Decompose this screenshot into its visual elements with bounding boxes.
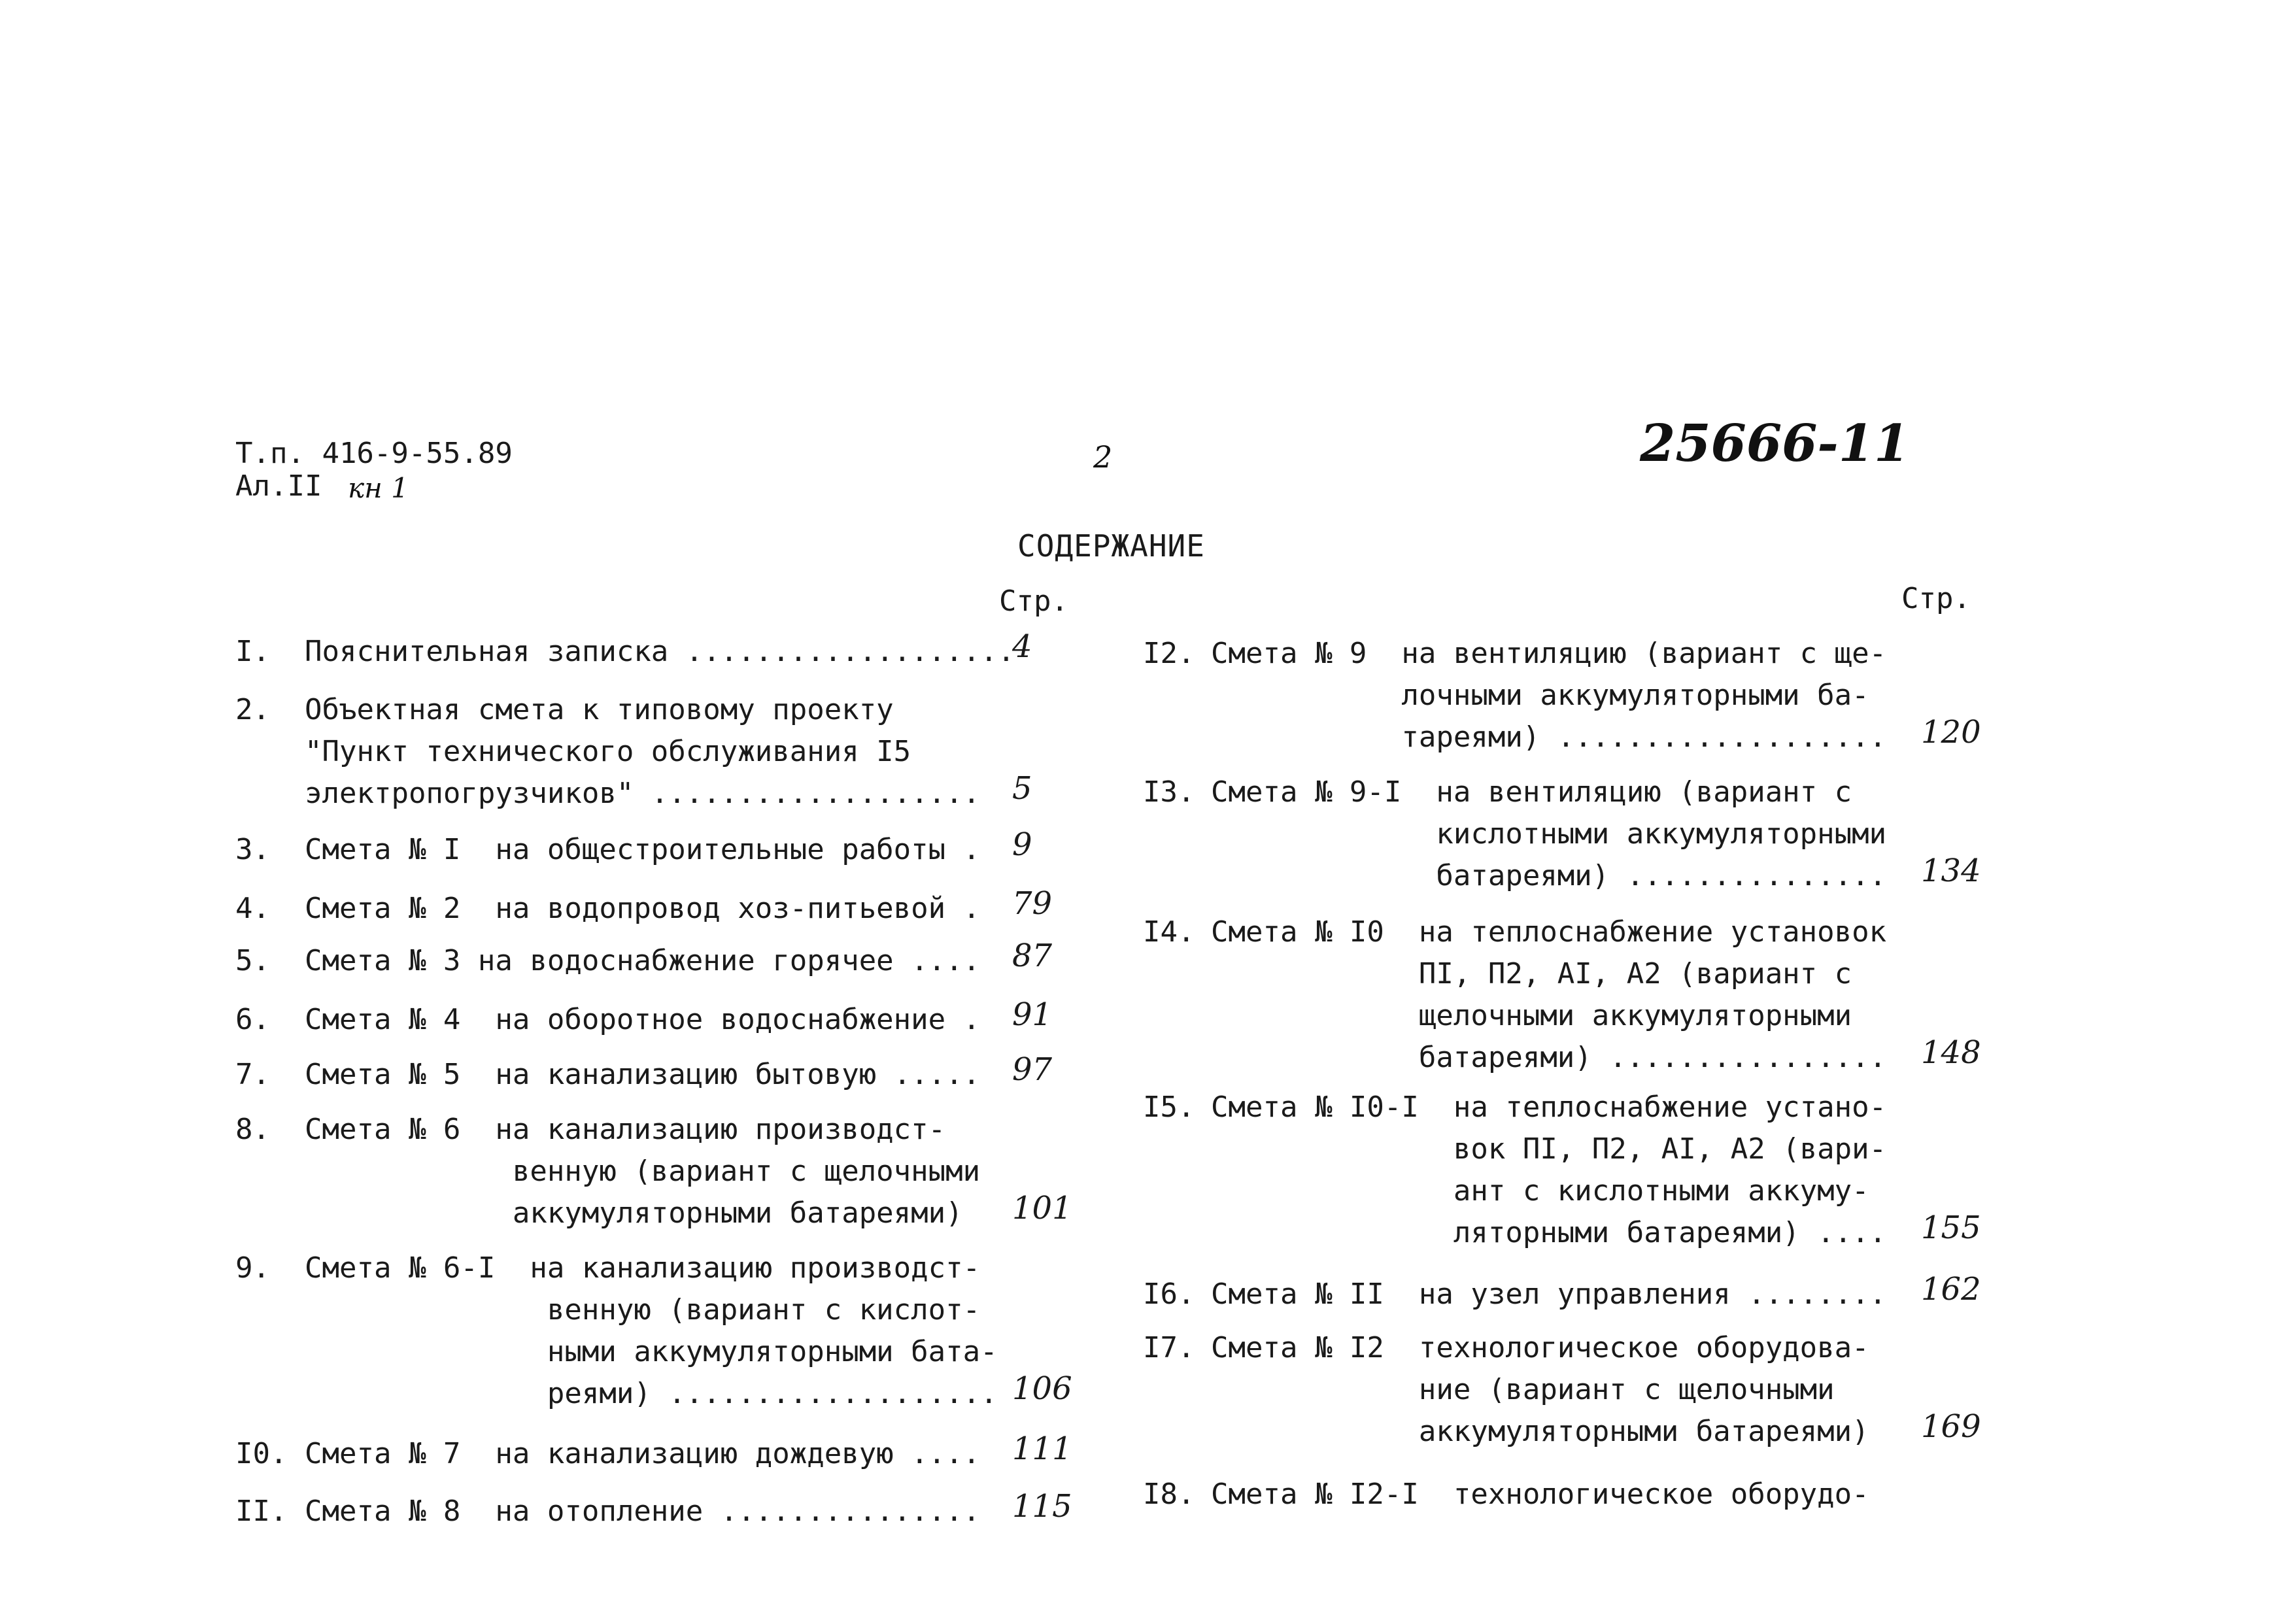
toc-entry-text-line: Смета № 5 на канализацию бытовую ..... <box>305 1058 981 1091</box>
toc-entry-text-line: Смета № 6 на канализацию производст- <box>305 1113 946 1146</box>
toc-entry-number: I4. <box>1143 915 1195 949</box>
toc-entry-page: 155 <box>1921 1210 1981 1246</box>
toc-entry-text-line: Смета № I2 технологическое оборудова- <box>1211 1331 1869 1364</box>
page-col-label-right: Стр. <box>1901 582 1971 615</box>
project-ref: Т.п. 416-9-55.89 <box>235 437 513 470</box>
toc-entry-number: 2. <box>235 693 270 726</box>
toc-entry-page: 111 <box>1012 1430 1072 1467</box>
toc-entry-text-line: электропогрузчиков" ................... <box>305 777 981 810</box>
toc-entry-text-line: щелочными аккумуляторными <box>1211 999 1852 1032</box>
page-title: СОДЕРЖАНИЕ <box>1017 528 1205 564</box>
toc-entry-text-line: Смета № 8 на отопление ............... <box>305 1495 981 1528</box>
toc-entry-text-line: тареями) ................... <box>1211 720 1887 754</box>
toc-entry-number: II. <box>235 1495 288 1528</box>
toc-entry-text-line: венную (вариант с кислот- <box>305 1293 981 1327</box>
toc-entry-text-line: Смета № 9 на вентиляцию (вариант с ще- <box>1211 637 1887 670</box>
toc-entry-number: I3. <box>1143 775 1195 809</box>
toc-entry-text-line: ными аккумуляторными бата- <box>305 1335 998 1368</box>
toc-entry-text-line: батареями) ................ <box>1211 1041 1887 1074</box>
toc-entry-text-line: венную (вариант с щелочными <box>305 1155 981 1188</box>
toc-entry-text-line: Смета № II на узел управления ........ <box>1211 1277 1887 1311</box>
toc-entry-text-line: аккумуляторными батареями) <box>1211 1415 1869 1448</box>
toc-entry-text-line: Смета № 9-I на вентиляцию (вариант с <box>1211 775 1852 809</box>
toc-entry-text-line: Смета № 3 на водоснабжение горячее .... <box>305 944 981 977</box>
album-line: Ал.II <box>235 469 322 503</box>
toc-entry-text-line: батареями) ............... <box>1211 859 1887 892</box>
toc-entry-page: 79 <box>1012 885 1053 922</box>
toc-entry-text-line: Смета № 4 на оборотное водоснабжение . <box>305 1003 981 1036</box>
toc-entry-number: I. <box>235 635 270 668</box>
toc-entry-number: 9. <box>235 1251 270 1285</box>
toc-entry-text-line: реями) ................... <box>305 1377 998 1410</box>
page-number: 2 <box>1093 439 1113 475</box>
toc-entry-text-line: кислотными аккумуляторными <box>1211 817 1887 851</box>
doc-number: 25666-11 <box>1640 414 1910 473</box>
toc-entry-page: 169 <box>1921 1408 1981 1445</box>
toc-entry-text-line: "Пункт технического обслуживания I5 <box>305 735 911 768</box>
toc-entry-number: 5. <box>235 944 270 977</box>
toc-entry-text-line: ние (вариант с щелочными <box>1211 1373 1835 1406</box>
toc-entry-number: 4. <box>235 892 270 925</box>
toc-entry-text-line: ПI, П2, АI, А2 (вариант с <box>1211 957 1852 990</box>
toc-entry-text-line: аккумуляторными батареями) <box>305 1196 963 1230</box>
toc-entry-page: 4 <box>1012 628 1032 665</box>
toc-entry-page: 9 <box>1012 826 1032 863</box>
toc-entry-text-line: Объектная смета к типовому проекту <box>305 693 894 726</box>
toc-entry-text-line: Смета № I2-I технологическое оборудо- <box>1211 1478 1869 1511</box>
toc-entry-number: 3. <box>235 833 270 866</box>
toc-entry-text-line: Смета № I0 на теплоснабжение установок <box>1211 915 1887 949</box>
page-col-label-left: Стр. <box>999 584 1068 618</box>
toc-entry-page: 148 <box>1921 1034 1981 1071</box>
toc-entry-number: I5. <box>1143 1091 1195 1124</box>
toc-entry-page: 106 <box>1012 1370 1072 1407</box>
toc-entry-text-line: ант с кислотными аккуму- <box>1211 1174 1869 1208</box>
toc-entry-page: 101 <box>1012 1190 1072 1226</box>
toc-entry-page: 87 <box>1012 938 1053 974</box>
toc-entry-text-line: Смета № I0-I на теплоснабжение устано- <box>1211 1091 1887 1124</box>
book-mark: кн 1 <box>348 472 409 504</box>
toc-entry-text-line: Смета № 2 на водопровод хоз-питьевой . <box>305 892 981 925</box>
toc-entry-page: 97 <box>1012 1051 1053 1088</box>
toc-entry-text-line: Смета № 7 на канализацию дождевую .... <box>305 1437 981 1470</box>
toc-entry-text-line: лочными аккумуляторными ба- <box>1211 679 1869 712</box>
toc-entry-text-line: Смета № I на общестроительные работы . <box>305 833 981 866</box>
toc-entry-number: I8. <box>1143 1478 1195 1511</box>
toc-entry-page: 162 <box>1921 1271 1981 1308</box>
toc-entry-text-line: ляторными батареями) .... <box>1211 1216 1887 1249</box>
toc-entry-number: I7. <box>1143 1331 1195 1364</box>
toc-entry-page: 134 <box>1921 853 1981 889</box>
toc-entry-number: 7. <box>235 1058 270 1091</box>
toc-entry-text-line: Пояснительная записка ................... <box>305 635 1015 668</box>
toc-entry-number: 6. <box>235 1003 270 1036</box>
toc-entry-number: I6. <box>1143 1277 1195 1311</box>
toc-entry-page: 91 <box>1012 996 1053 1033</box>
toc-entry-page: 115 <box>1012 1488 1072 1525</box>
toc-entry-page: 5 <box>1012 770 1032 807</box>
toc-entry-text-line: вок ПI, П2, АI, А2 (вари- <box>1211 1132 1887 1166</box>
toc-entry-page: 120 <box>1921 714 1981 751</box>
toc-entry-number: I0. <box>235 1437 288 1470</box>
toc-entry-text-line: Смета № 6-I на канализацию производст- <box>305 1251 981 1285</box>
toc-entry-number: 8. <box>235 1113 270 1146</box>
toc-entry-number: I2. <box>1143 637 1195 670</box>
